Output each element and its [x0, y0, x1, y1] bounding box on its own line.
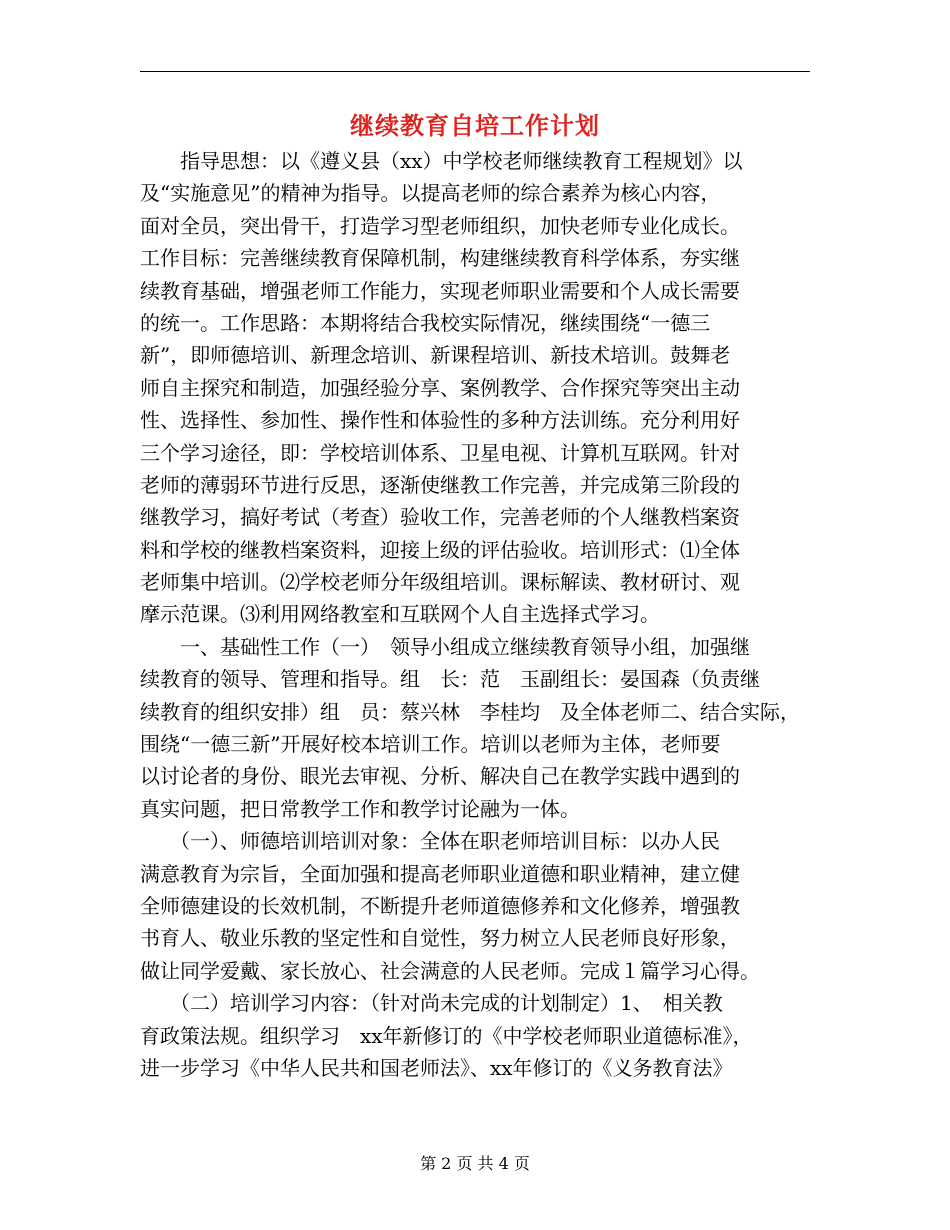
body-line: 续教育的领导、管理和指导。组 长：范 玉副组长：晏国森（负责继 [140, 667, 760, 692]
body-line: 及“实施意见”的精神为指导。以提高老师的综合素养为核心内容， [140, 181, 721, 206]
body-line: 面对全员，突出骨干，打造学习型老师组织，加快老师专业化成长。 [140, 213, 740, 238]
body-line: 进一步学习《中华人民共和国老师法》、xx年修订的《义务教育法》 [140, 1055, 733, 1080]
body-line: 继教学习，搞好考试（考查）验收工作，完善老师的个人继教档案资 [140, 505, 740, 530]
document-title: 继续教育自培工作计划 [350, 111, 600, 140]
body-line: 续教育基础，增强老师工作能力，实现老师职业需要和个人成长需要 [140, 278, 740, 303]
body-line: 三个学习途径，即：学校培训体系、卫星电视、计算机互联网。针对 [140, 440, 740, 465]
body-line: 料和学校的继教档案资料，迎接上级的评估验收。培训形式：⑴全体 [140, 537, 740, 562]
body-line: 性、选择性、参加性、操作性和体验性的多种方法训练。充分利用好 [140, 408, 740, 433]
body-line: 一、基础性工作（一） 领导小组成立继续教育领导小组，加强继 [140, 634, 750, 659]
body-line: 老师的薄弱环节进行反思，逐渐使继教工作完善，并完成第三阶段的 [140, 472, 740, 497]
body-line: 的统一。工作思路：本期将结合我校实际情况，继续围绕“一德三 [140, 310, 711, 335]
body-line: 全师德建设的长效机制，不断提升老师道德修养和文化修养，增强教 [140, 893, 740, 918]
body-line: 书育人、敬业乐教的坚定性和自觉性，努力树立人民老师良好形象， [140, 926, 740, 951]
body-line: 续教育的组织安排）组 员：蔡兴林 李桂均 及全体老师二、结合实际， [140, 699, 800, 724]
header-rule [140, 71, 810, 72]
body-line: 以讨论者的身份、眼光去审视、分析、解决自己在教学实践中遇到的 [140, 764, 740, 789]
body-line: （一）、师德培训培训对象：全体在职老师培训目标：以办人民 [140, 829, 720, 854]
body-line: 育政策法规。组织学习 xx年新修订的《中学校老师职业道德标准》， [140, 1023, 753, 1048]
body-line: 工作目标：完善继续教育保障机制，构建继续教育科学体系，夯实继 [140, 246, 740, 271]
body-line: 师自主探究和制造，加强经验分享、案例教学、合作探究等突出主动 [140, 375, 740, 400]
body-line: 围绕“一德三新”开展好校本培训工作。培训以老师为主体，老师要 [140, 732, 721, 757]
body-line: 做让同学爱戴、家长放心、社会满意的人民老师。完成１篇学习心得。 [140, 958, 760, 983]
body-line: 指导思想：以《遵义县（xx）中学校老师继续教育工程规划》以 [140, 149, 743, 173]
body-line: 老师集中培训。⑵学校老师分年级组培训。课标解读、教材研讨、观 [140, 570, 740, 595]
body-line: 摩示范课。⑶利用网络教室和互联网个人自主选择式学习。 [140, 602, 660, 627]
body-line: 新”，即师德培训、新理念培训、新课程培训、新技术培训。鼓舞老 [140, 343, 731, 368]
document-body [140, 145, 812, 1084]
body-line: 真实问题，把日常教学工作和教学讨论融为一体。 [140, 796, 580, 821]
body-line: 满意教育为宗旨，全面加强和提高老师职业道德和职业精神，建立健 [140, 861, 740, 886]
page-number-footer: 第 2 页 共 4 页 [420, 1154, 530, 1173]
body-line: （二）培训学习内容：（针对尚未完成的计划制定）1、 相关教 [140, 991, 723, 1016]
